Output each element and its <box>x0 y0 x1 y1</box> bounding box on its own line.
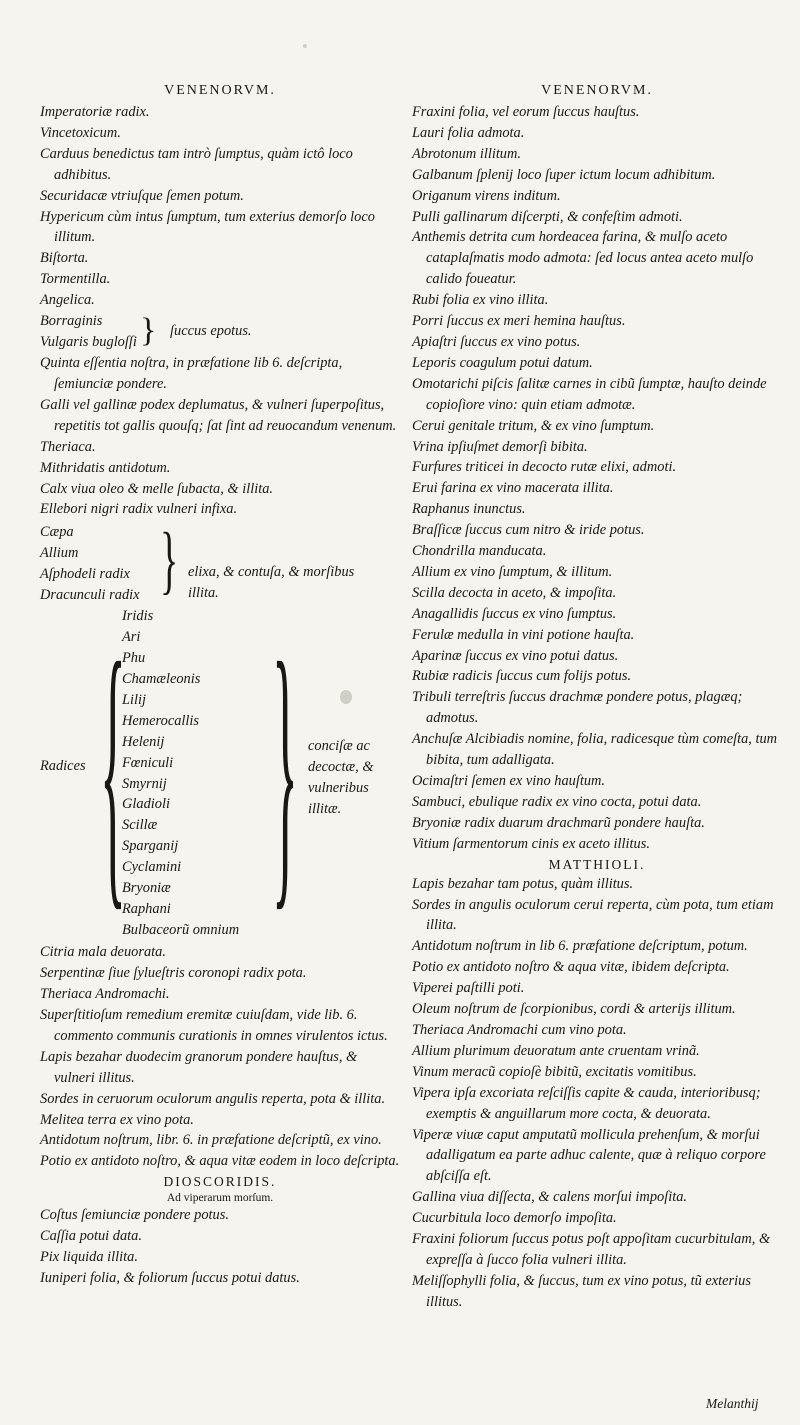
list-item: Fraxini foliorum ſuccus potus poſt appoſitam cucurbitulam, & expreſſa à ſucco folia vulneri illita. <box>412 1231 771 1268</box>
list-item: Lauri folia admota. <box>412 124 525 141</box>
list-item: Angelica. <box>40 292 95 309</box>
list-item: Securidacæ vtriuſque ſemen potum. <box>40 187 244 204</box>
list-item: Scilla decocta in aceto, & impoſita. <box>412 584 617 601</box>
list-item: Viperæ viuæ caput amputatũ mollicula prehenſum, & morſui adalligatum ea parte adhuc calente, quæ à reliquo corpore abſciſſa eſt. <box>412 1126 766 1185</box>
list-item: Anchuſæ Alcibiadis nomine, folia, radicesque tùm comeſta, tum bibita, tum adalligata. <box>412 731 778 769</box>
group-item: Bryoniæ <box>122 880 171 897</box>
list-item: Tribuli terreſtris ſuccus drachmæ pondere potus, plagæq; admotus. <box>412 689 743 727</box>
list-item: Allium plurimum deuoratum ante cruentam vrinã. <box>412 1042 700 1059</box>
list-item: Hypericum cùm intus ſumptum, tum exterius demorſo loco illitum. <box>40 208 375 246</box>
group-item: Allium <box>40 545 79 562</box>
list-item: Origanum virens inditum. <box>412 187 561 204</box>
list-item: Leporis coagulum potui datum. <box>412 354 593 371</box>
list-item: Porri ſuccus ex meri hemina hauſtus. <box>412 313 626 330</box>
list-item: Tormentilla. <box>40 271 111 288</box>
right-brace-icon: } <box>140 312 157 350</box>
list-item: Biſtorta. <box>40 250 89 267</box>
list-item: Iuniperi folia, & foliorum ſuccus potui datus. <box>40 1270 300 1286</box>
list-item: Sambuci, ebulique radix ex vino cocta, potui data. <box>412 793 702 810</box>
group-item: Scillæ <box>122 817 158 834</box>
list-item: Rubi folia ex vino illita. <box>412 292 549 309</box>
list-item: Superſtitioſum remedium eremitæ cuiuſdam, vide lib. 6. commento communis curationis in omnes virulentos ictus. <box>40 1007 388 1044</box>
running-head-right: VENENORVM. <box>541 83 653 98</box>
list-item: Citria mala deuorata. <box>40 944 166 961</box>
list-item: Imperatoriæ radix. <box>40 104 150 120</box>
section-heading-dioscoridis: DIOSCORIDIS. <box>163 1174 277 1190</box>
group-item: Vulgaris bugloſſi <box>40 333 137 350</box>
group-item: Ari <box>122 629 141 646</box>
list-item: Chondrilla manducata. <box>412 543 547 560</box>
left-entries-mid <box>40 353 400 520</box>
list-item: Furfures triticei in decocto rutæ elixi, admoti. <box>412 459 677 476</box>
group-item: Dracunculi radix <box>40 587 140 604</box>
group-note: conciſæ ac decoctæ, & vulneribus illitæ. <box>308 738 374 818</box>
list-item: Fraxini folia, vel eorum ſuccus hauſtus. <box>412 104 640 120</box>
left-entries-top <box>40 102 400 311</box>
list-item: Bryoniæ radix duarum drachmarũ pondere hauſta. <box>412 814 705 831</box>
list-item: Caſſia potui data. <box>40 1228 142 1245</box>
list-item: Rubiæ radicis ſuccus cum folijs potus. <box>412 668 632 685</box>
list-item: Sordes in ceruorum oculorum angulis reperta, pota & illita. <box>40 1090 386 1107</box>
right-brace-icon: } <box>160 518 179 603</box>
list-item: Sordes in angulis oculorum cerui reperta, cùm pota, tum etiam illita. <box>412 896 774 934</box>
list-item: Abrotonum illitum. <box>412 145 521 162</box>
list-item: Theriaca Andromachi. <box>40 986 170 1003</box>
list-item: Gallina viua diſſecta, & calens morſui impoſita. <box>412 1189 687 1206</box>
list-item: Galbanum ſplenij loco ſuper ictum locum adhibitum. <box>412 166 716 183</box>
list-item: Vitium ſarmentorum cinis ex aceto illitus. <box>412 835 650 852</box>
list-item: Carduus benedictus tam intrò ſumptus, quàm ictô loco adhibitus. <box>40 145 353 183</box>
running-head-left: VENENORVM. <box>164 83 276 98</box>
list-item: Pix liquida illita. <box>40 1249 138 1266</box>
list-item: Galli vel gallinæ podex deplumatus, & vulneri ſuperpoſitus, repetitis tot gallis quouſq; ſat ſint ad reuocandum venenum. <box>40 396 397 434</box>
group-item: Raphani <box>122 901 171 917</box>
list-item: Lapis bezahar duodecim granorum pondere hauſtus, & vulneri illitus. <box>40 1048 358 1086</box>
list-item: Pulli gallinarum diſcerpti, & confeſtim admoti. <box>412 208 683 225</box>
right-entries-top <box>412 102 782 855</box>
brace-group-1 <box>40 311 400 353</box>
group-note: elixa, & contuſa, & morſibus illita. <box>188 564 355 602</box>
list-item: Theriaca. <box>40 438 96 455</box>
list-item: Melitea terra ex vino pota. <box>40 1111 194 1128</box>
list-item: Oleum noſtrum de ſcorpionibus, cordi & arterijs illitum. <box>412 1001 736 1018</box>
group-item: Helenij <box>122 733 165 750</box>
brace-group-radices <box>40 602 400 942</box>
list-item: Anthemis detrita cum hordeacea farina, & mulſo aceto cataplaſmatis modo admota: ſed locus antea aceto mulſo calido foueatur. <box>412 229 754 288</box>
right-brace-icon: } <box>272 602 298 935</box>
group-item: Cæpa <box>40 524 74 541</box>
group-item: Aſphodeli radix <box>40 566 130 583</box>
right-column <box>412 80 782 1313</box>
left-brace-icon: { <box>100 602 126 935</box>
list-item: Antidotum noſtrum in lib 6. præfatione deſcriptum, potum. <box>412 938 748 955</box>
list-item: Mithridatis antidotum. <box>40 459 171 476</box>
list-item: Vipera ipſa excoriata reſciſſis capite & cauda, interioribusq; exemptis & anguillarum more cocta, & deuorata. <box>412 1084 761 1122</box>
group-item: Sparganij <box>122 838 179 855</box>
section-heading-matthioli: MATTHIOLI. <box>548 856 646 872</box>
list-item: Omotarichi piſcis ſalitæ carnes in cibũ ſumptæ, hauſto deinde copioſiore vino: quin etiam admotæ. <box>412 375 767 413</box>
list-item: Lapis bezahar tam potus, quàm illitus. <box>412 875 634 892</box>
list-item: Allium ex vino ſumptum, & illitum. <box>412 563 613 580</box>
list-item: Ocimaſtri ſemen ex vino hauſtum. <box>412 773 606 789</box>
list-item: Anagallidis ſuccus ex vino ſumptus. <box>412 605 617 622</box>
group-item: Hemerocallis <box>122 712 199 729</box>
list-item: Theriaca Andromachi cum vino pota. <box>412 1021 627 1038</box>
group-item: Iridis <box>122 608 154 625</box>
list-item: Viperei paſtilli poti. <box>412 980 525 997</box>
group-label: Radices <box>40 758 86 775</box>
brace-group-2 <box>40 518 400 606</box>
list-item: Ellebori nigri radix vulneri infixa. <box>40 501 238 518</box>
group-item: Gladioli <box>122 796 170 813</box>
right-entries-bottom <box>412 874 782 1313</box>
left-entries-end <box>40 1205 400 1289</box>
list-item: Raphanus inunctus. <box>412 501 526 518</box>
list-item: Potio ex antidoto noſtro & aqua vitæ, ibidem deſcripta. <box>412 959 730 976</box>
list-item: Aparinæ ſuccus ex vino potui datus. <box>412 647 619 664</box>
left-column <box>40 80 400 1289</box>
group-item: Lilij <box>122 691 146 708</box>
list-item: Cucurbitula loco demorſo impoſita. <box>412 1210 617 1227</box>
list-item: Vrina ipſiuſmet demorſi bibita. <box>412 438 588 455</box>
list-item: Vinum meracũ copioſè bibitũ, excitatis vomitibus. <box>412 1063 697 1080</box>
list-item: Quinta eſſentia noſtra, in præfatione lib 6. deſcripta, ſemiunciæ pondere. <box>40 355 343 392</box>
group-note: ſuccus epotus. <box>170 323 252 340</box>
list-item: Serpentinæ ſiue ſylueſtris coronopi radix pota. <box>40 965 307 982</box>
list-item: Antidotum noſtrum, libr. 6. in præfatione deſcriptũ, ex vino. <box>40 1132 382 1149</box>
section-subheading: Ad viperarum morſum. <box>166 1192 274 1205</box>
group-item: Chamæleonis <box>122 671 201 688</box>
list-item: Erui farina ex vino macerata illita. <box>412 480 614 497</box>
group-item: Smyrnij <box>122 775 167 792</box>
ink-dot <box>303 44 307 48</box>
list-item: Potio ex antidoto noſtro, & aqua vitæ eodem in loco deſcripta. <box>40 1153 400 1170</box>
list-item: Braſſicæ ſuccus cum nitro & iride potus. <box>412 522 645 539</box>
list-item: Coſtus ſemiunciæ pondere potus. <box>40 1207 229 1224</box>
list-item: Calx viua oleo & melle ſubacta, & illita. <box>40 480 274 497</box>
list-item: Vincetoxicum. <box>40 124 121 141</box>
group-item: Phu <box>122 650 146 667</box>
list-item: Meliſſophylli folia, & ſuccus, tum ex vino potus, tũ exterius illitus. <box>412 1272 751 1310</box>
list-item: Apiaſtri ſuccus ex vino potus. <box>412 333 581 350</box>
group-item: Borraginis <box>40 313 103 330</box>
group-item: Fœniculi <box>122 754 174 771</box>
group-item: Bulbaceorũ omnium <box>122 921 240 938</box>
list-item: Ferulæ medulla in vini potione hauſta. <box>412 626 635 643</box>
left-entries-bottom <box>40 942 400 1172</box>
group-item: Cyclamini <box>122 859 182 876</box>
catchword: Melanthij <box>706 1396 759 1411</box>
list-item: Cerui genitale tritum, & ex vino ſumptum. <box>412 417 655 434</box>
